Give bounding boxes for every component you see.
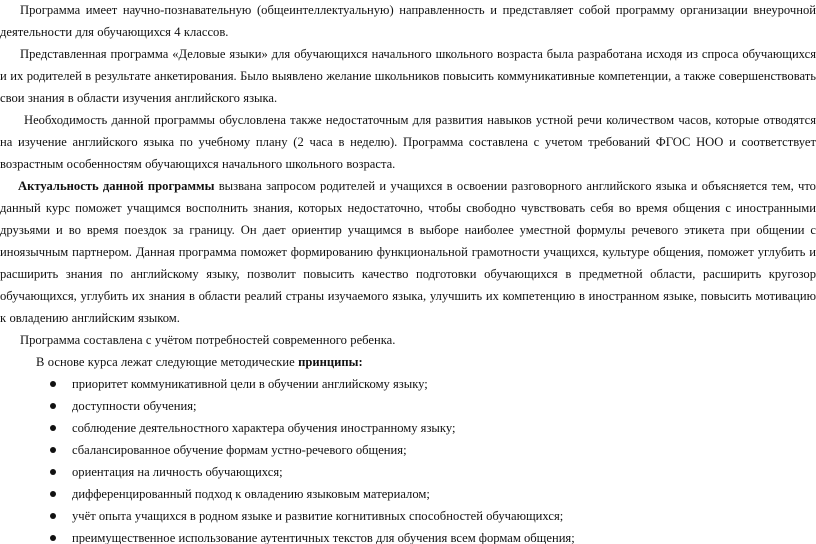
- list-item-text: ориентация на личность обучающихся;: [72, 465, 283, 479]
- bullet-icon: [50, 469, 56, 475]
- list-item: [0, 527, 816, 544]
- principles-list: [0, 373, 816, 544]
- bullet-icon: [50, 447, 56, 453]
- paragraph-program-necessity: Необходимость данной программы обусловлена также недостаточным для развития навыков устной речи количеством часов, которые отводятся на изучение английского языка по учебному плану (2 часа в неделю). Программа составлена с учетом требований ФГОС НОО и соответствует возрастным особенностям обучающихся начального школьного возраста.: [0, 113, 816, 171]
- bullet-icon: [50, 381, 56, 387]
- list-item-text: дифференцированный подход к овладению языковым материалом;: [72, 487, 430, 501]
- list-item: [0, 417, 816, 439]
- bullet-icon: [50, 403, 56, 409]
- list-item: [0, 373, 816, 395]
- list-item: [0, 505, 816, 527]
- paragraph-principles-intro: [0, 351, 816, 373]
- list-item: [0, 483, 816, 505]
- list-item: [0, 461, 816, 483]
- bullet-icon: [50, 425, 56, 431]
- paragraph-program-description: Представленная программа «Деловые языки» для обучающихся начального школьного возраста была разработана исходя из спроса обучающихся и их родителей в результате анкетирования. Было выявлено желание школьников повысить коммуникативные компетенции, а также совершенствовать свои знания в области изучения английского языка.: [0, 47, 816, 105]
- list-item-text: соблюдение деятельностного характера обучения иностранному языку;: [72, 421, 456, 435]
- relevance-text: вызвана запросом родителей и учащихся в освоении разговорного английского языка и объясняется тем, что данный курс поможет учащимся восполнить знания, которых недостаточно, чтобы свободно чувствовать себя во время общения с иностранными друзьями и во время поездок за границу. Он дает ориентир учащимся в выборе наиболее уместной формулы речевого этикета при общении с иноязычным партнером. Данная программа поможет формированию функциональной грамотности учащихся, культуре общения, поможет углубить и расширить знания по английскому языку, позволит повысить качество подготовки обучающихся в предметной области, расширить кругозор обучающихся, углубить их знания в области реалий страны изучаемого языка, улучшить их компетенцию в иностранном языке, повысить мотивацию к овладению английским языком.: [0, 179, 816, 325]
- list-item-text: преимущественное использование аутентичных текстов для обучения всем формам общения;: [72, 531, 575, 544]
- relevance-heading: Актуальность данной программы: [18, 179, 215, 193]
- bullet-icon: [50, 491, 56, 497]
- list-item: [0, 395, 816, 417]
- list-item-text: сбалансированное обучение формам устно-речевого общения;: [72, 443, 407, 457]
- bullet-icon: [50, 535, 56, 541]
- principles-heading: принципы:: [298, 355, 363, 369]
- paragraph-program-orientation: Программа имеет научно-познавательную (общеинтеллектуальную) направленность и представляет собой программу организации внеурочной деятельности для обучающихся 4 классов.: [0, 3, 816, 39]
- list-item-text: приоритет коммуникативной цели в обучении английскому языку;: [72, 377, 428, 391]
- paragraph-modern-child: Программа составлена с учётом потребностей современного ребенка.: [20, 333, 396, 347]
- list-item: [0, 439, 816, 461]
- bullet-icon: [50, 513, 56, 519]
- paragraph-program-relevance: [0, 175, 816, 329]
- list-item-text: доступности обучения;: [72, 399, 197, 413]
- principles-intro-text: В основе курса лежат следующие методические: [36, 355, 299, 369]
- list-item-text: учёт опыта учащихся в родном языке и развитие когнитивных способностей обучающихся;: [72, 509, 564, 523]
